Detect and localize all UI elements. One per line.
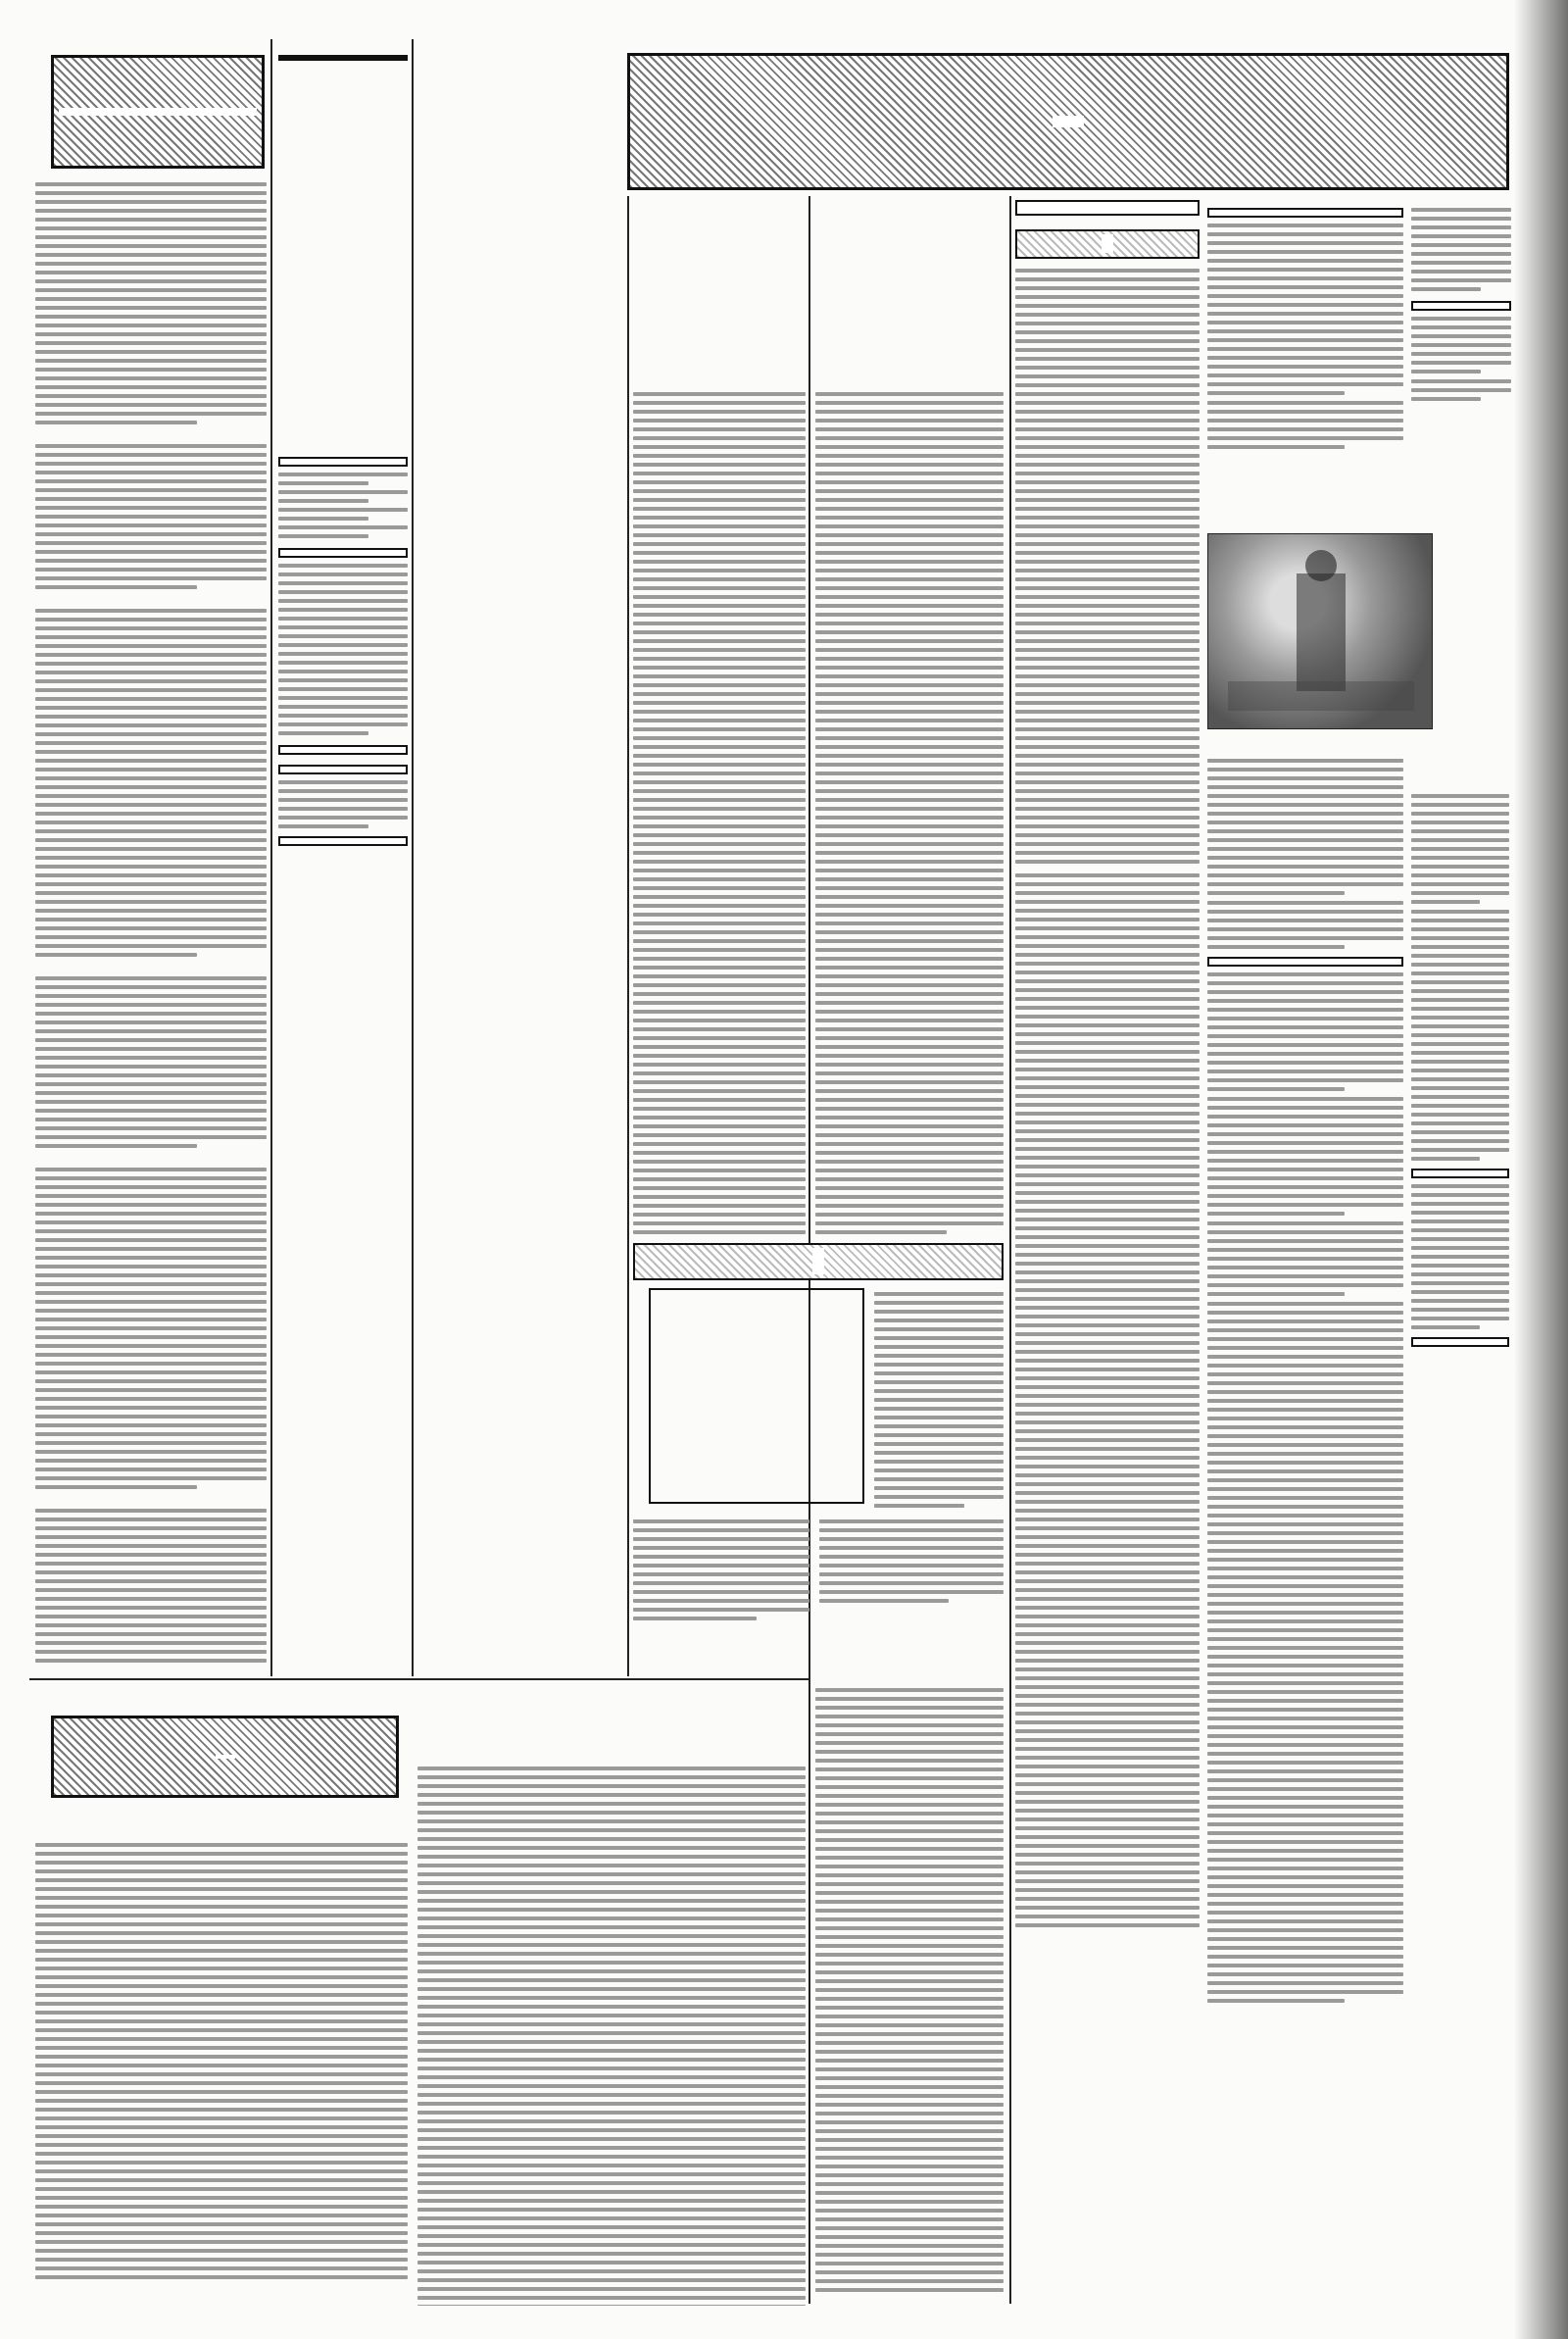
- arts-column: [1207, 200, 1511, 2298]
- lectures-heading: [1411, 1337, 1509, 1347]
- crossword-row-numbers: [633, 1288, 649, 1504]
- phones-heading: [278, 836, 408, 846]
- poetry-heading: [278, 457, 408, 467]
- serial-body-col3: [815, 1688, 1004, 2296]
- crossword-grid[interactable]: [649, 1288, 864, 1504]
- masthead-banner: [627, 53, 1509, 190]
- crossword-section: [633, 1243, 1004, 1674]
- projections-heading: [1411, 1169, 1509, 1178]
- masthead-title: [1053, 116, 1084, 127]
- date-box: [1015, 200, 1200, 216]
- feature-header: [633, 200, 1005, 386]
- philosophy-heading: [278, 745, 408, 755]
- anecdote-heading: [278, 548, 408, 558]
- meetings-heading: [1411, 301, 1511, 311]
- exhibits-heading: [1207, 957, 1403, 967]
- crossword-heading: [633, 1243, 1004, 1280]
- feature-body-col2: [815, 392, 1004, 1235]
- feature-body-col1: [633, 392, 806, 1235]
- photo-figure-icon: [1208, 534, 1433, 729]
- listings-column: [1015, 200, 1200, 2298]
- serial-body-col2: [417, 1688, 806, 2306]
- page-fold-shadow: [1514, 0, 1568, 2339]
- left-column-article: [35, 182, 267, 1663]
- column-heading-thessaloniki: [51, 55, 265, 169]
- arts-theatre-heading: [1207, 208, 1403, 218]
- serial-title: [216, 1755, 235, 1759]
- paper-name: [278, 55, 408, 61]
- serial-title-banner: [51, 1716, 399, 1798]
- column-heading-text: [59, 108, 257, 116]
- paper-info-box: [278, 55, 408, 447]
- serial-body-col1: [35, 1843, 408, 2304]
- problem-heading: [278, 765, 408, 774]
- theatres-heading: [1015, 229, 1200, 259]
- theatre-photo: [1207, 533, 1433, 729]
- middle-column: [278, 457, 408, 1672]
